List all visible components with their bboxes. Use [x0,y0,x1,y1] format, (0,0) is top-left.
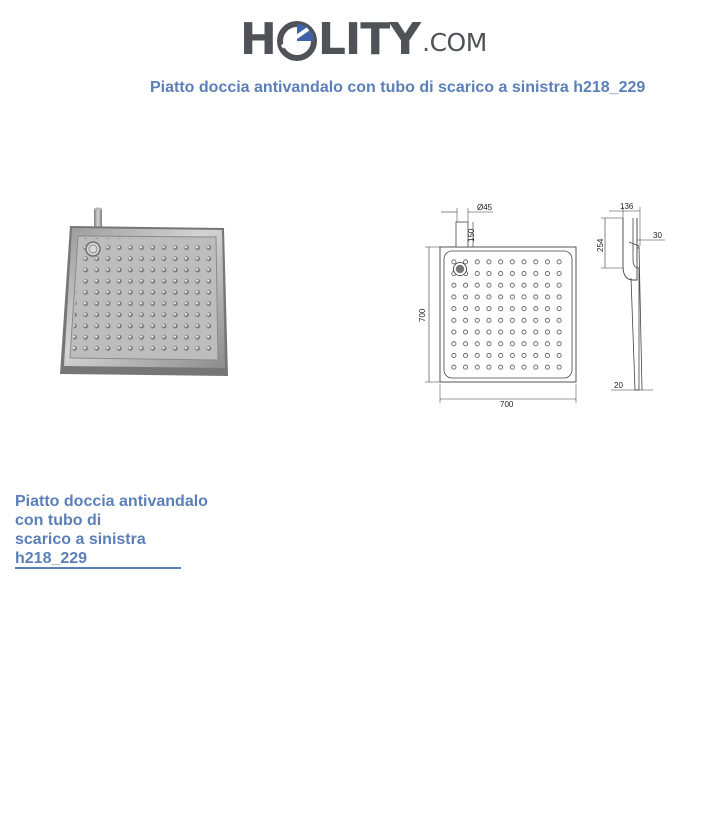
dim-profile-top: 136 [620,202,634,211]
holity-logo[interactable] [240,10,487,66]
product-title-line: Piatto doccia antivandalo [15,493,208,510]
page-title: Piatto doccia antivandalo con tubo di scarico a sinistra h218_229 [150,79,646,96]
dim-diameter: Ø45 [477,203,493,212]
dim-bottom-width: 700 [500,400,514,409]
product-title-link[interactable] [15,492,215,568]
product-title-line: scarico a sinistra [15,531,146,548]
logo-o-icon [277,21,317,61]
logo-wordmark [240,14,420,66]
logo-letters-lity: LITY [317,14,421,65]
title-underline [15,567,181,569]
product-photo[interactable] [58,206,230,380]
logo-suffix: .COM [422,28,487,57]
logo-letter-h: H [240,14,276,65]
dim-profile-base: 20 [614,381,623,390]
dim-pipe-height: 150 [467,228,476,242]
dim-side-width: 700 [418,308,427,322]
product-title-line: h218_229 [15,550,88,567]
technical-drawing[interactable] [413,198,673,410]
product-title-line: con tubo di [15,512,102,529]
dim-profile-height: 254 [596,238,605,252]
dim-profile-flange: 30 [653,231,662,240]
